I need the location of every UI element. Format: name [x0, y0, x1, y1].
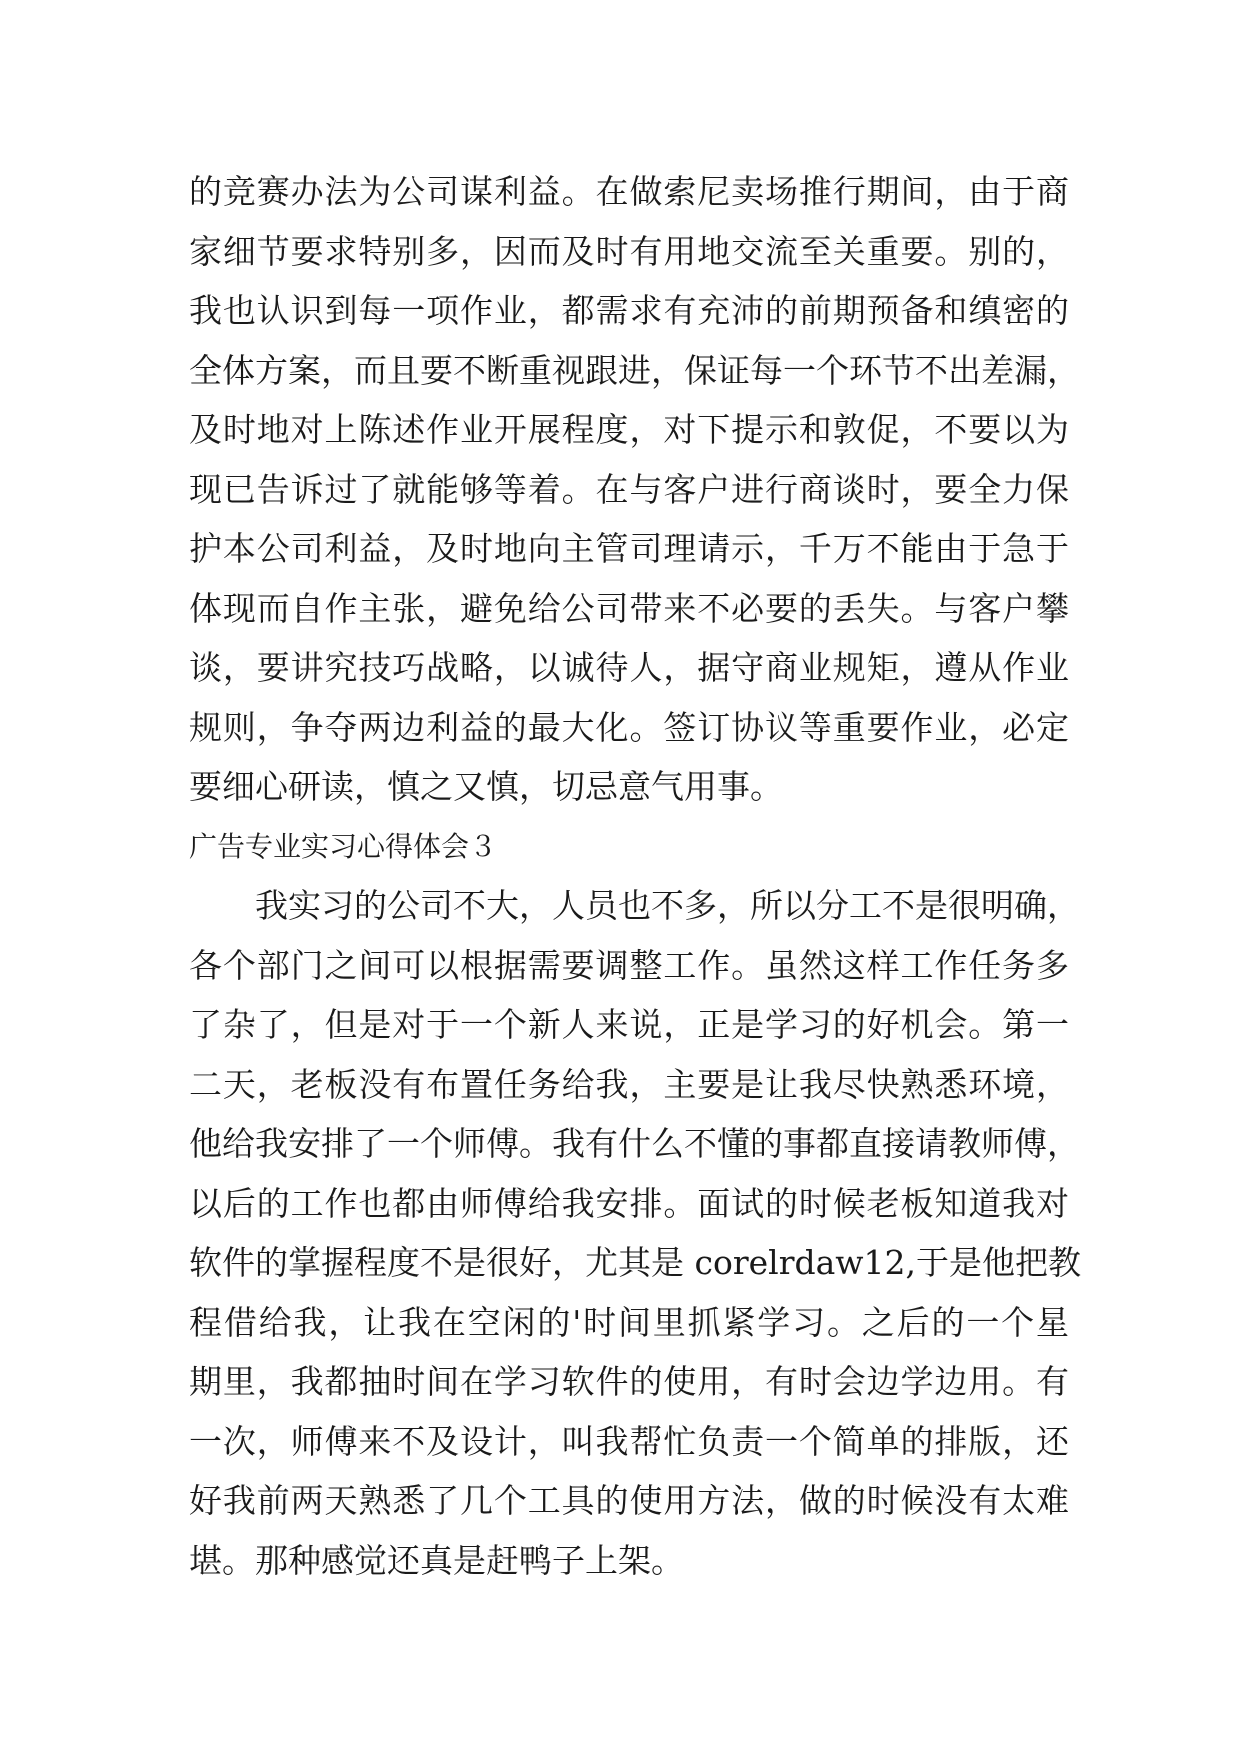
paragraph-line: 我实习的公司不大，人员也不多，所以分工不是很明确，: [255, 886, 1080, 925]
paragraph-line: 程借给我，让我在空闲的'时间里抓紧学习。之后的一个星: [189, 1302, 1069, 1342]
paragraph-line: 以后的工作也都由师傅给我安排。面试的时候老板知道我对: [189, 1183, 1069, 1223]
paragraph-1: [189, 162, 1080, 817]
paragraph-line: 的竞赛办法为公司谋利益。在做索尼卖场推行期间，由于商: [189, 172, 1069, 211]
paragraph-line: 及时地对上陈述作业开展程度，对下提示和敦促，不要以为: [189, 410, 1069, 449]
paragraph-line: 我也认识到每一项作业，都需求有充沛的前期预备和缜密的: [189, 291, 1069, 330]
paragraph-line: 谈，要讲究技巧战略，以诚待人，据守商业规矩，遵从作业: [189, 648, 1069, 687]
paragraph-line: 了杂了，但是对于一个新人来说，正是学习的好机会。第一: [189, 1005, 1069, 1044]
paragraph-line: 体现而自作主张，避免给公司带来不必要的丢失。与客户攀: [189, 588, 1069, 628]
paragraph-line: 现已告诉过了就能够等着。在与客户进行商谈时，要全力保: [189, 469, 1069, 509]
section-heading: 广告专业实习心得体会３: [189, 829, 498, 863]
paragraph-2: [189, 876, 1081, 1590]
paragraph-line: 他给我安排了一个师傅。我有什么不懂的事都直接请教师傅，: [189, 1124, 1080, 1163]
paragraph-line: 要细心研读，慎之又慎，切忌意气用事。: [189, 767, 783, 806]
paragraph-line: 护本公司利益，及时地向主管司理请示，千万不能由于急于: [189, 529, 1069, 568]
paragraph-line: 二天，老板没有布置任务给我，主要是让我尽快熟悉环境，: [189, 1064, 1069, 1104]
paragraph-line: 规则，争夺两边利益的最大化。签订协议等重要作业，必定: [189, 707, 1069, 747]
paragraph-line: 家细节要求特别多，因而及时有用地交流至关重要。别的，: [189, 231, 1069, 271]
paragraph-line: 软件的掌握程度不是很好，尤其是 corelrdaw12,于是他把教: [189, 1243, 1081, 1282]
paragraph-line: 各个部门之间可以根据需要调整工作。虽然这样工作任务多: [189, 945, 1069, 985]
paragraph-line: 一次，师傅来不及设计，叫我帮忙负责一个简单的排版，还: [189, 1421, 1069, 1461]
paragraph-line: 期里，我都抽时间在学习软件的使用，有时会边学边用。有: [189, 1362, 1069, 1401]
paragraph-line: 好我前两天熟悉了几个工具的使用方法，做的时候没有太难: [189, 1481, 1069, 1520]
document-body: [189, 162, 1081, 1590]
paragraph-line: 全体方案，而且要不断重视跟进，保证每一个环节不出差漏，: [189, 350, 1080, 390]
paragraph-line: 堪。那种感觉还真是赶鸭子上架。: [189, 1540, 684, 1580]
